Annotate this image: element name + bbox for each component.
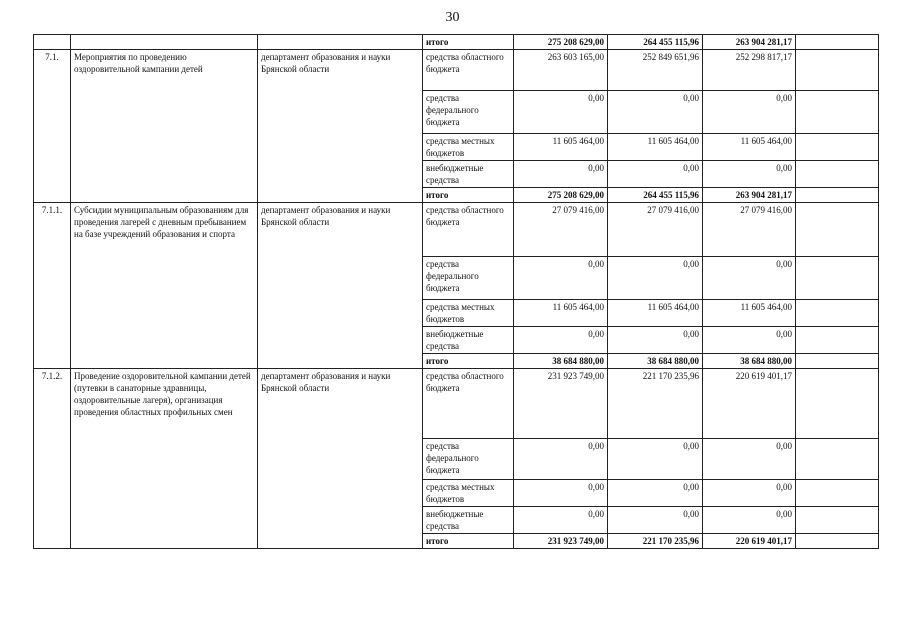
value-cell: 231 923 749,00: [514, 369, 608, 439]
source-cell: итого: [423, 35, 514, 50]
value-cell: 27 079 416,00: [514, 203, 608, 257]
source-cell: средства местных бюджетов: [423, 134, 514, 161]
empty-cell: [796, 439, 879, 480]
value-cell: 275 208 629,00: [514, 35, 608, 50]
empty-cell: [796, 369, 879, 439]
budget-table: [33, 34, 879, 549]
empty-cell: [796, 327, 879, 354]
value-cell: 0,00: [703, 507, 796, 534]
value-cell: 0,00: [703, 161, 796, 188]
empty-cell: [796, 480, 879, 507]
value-cell: 0,00: [514, 439, 608, 480]
page-number: 30: [445, 10, 460, 25]
value-cell: 221 170 235,96: [608, 534, 703, 549]
source-cell: внебюджетные средства: [423, 327, 514, 354]
value-cell: 11 605 464,00: [514, 300, 608, 327]
value-cell: 0,00: [608, 327, 703, 354]
value-cell: 0,00: [703, 439, 796, 480]
value-cell: 263 603 165,00: [514, 50, 608, 91]
executor-cell: департамент образования и науки Брянской области: [258, 203, 423, 369]
source-cell: средства федерального бюджета: [423, 257, 514, 300]
empty-cell: [796, 354, 879, 369]
item-number-cell: 7.1.: [34, 50, 71, 203]
item-name-cell: Субсидии муниципальным образованиям для проведения лагерей с дневным пребыванием на базе учреждений образования и спорта: [71, 203, 258, 369]
value-cell: 0,00: [703, 257, 796, 300]
table-row: [34, 203, 879, 257]
source-cell: итого: [423, 354, 514, 369]
value-cell: 38 684 880,00: [514, 354, 608, 369]
value-cell: 0,00: [608, 480, 703, 507]
empty-cell: [796, 188, 879, 203]
table-row: [34, 50, 879, 91]
value-cell: 264 455 115,96: [608, 35, 703, 50]
item-name-cell: Проведение оздоровительной кампании детей (путевки в санаторные здравницы, оздоровительные лагеря), организация проведения областных профильных смен: [71, 369, 258, 549]
value-cell: 0,00: [608, 507, 703, 534]
value-cell: 11 605 464,00: [608, 134, 703, 161]
value-cell: 252 298 817,17: [703, 50, 796, 91]
empty-cell: [796, 134, 879, 161]
empty-cell: [796, 161, 879, 188]
source-cell: итого: [423, 534, 514, 549]
executor-cell: департамент образования и науки Брянской области: [258, 50, 423, 203]
source-cell: внебюджетные средства: [423, 507, 514, 534]
value-cell: 252 849 651,96: [608, 50, 703, 91]
table-row-top-total: [34, 35, 879, 50]
value-cell: 11 605 464,00: [703, 134, 796, 161]
value-cell: 0,00: [514, 91, 608, 134]
value-cell: 275 208 629,00: [514, 188, 608, 203]
value-cell: 0,00: [608, 161, 703, 188]
source-cell: средства федерального бюджета: [423, 439, 514, 480]
item-name-cell: Мероприятия по проведению оздоровительной кампании детей: [71, 50, 258, 203]
item-number-cell: 7.1.2.: [34, 369, 71, 549]
source-cell: итого: [423, 188, 514, 203]
empty-cell: [796, 507, 879, 534]
value-cell: 220 619 401,17: [703, 369, 796, 439]
value-cell: 0,00: [608, 91, 703, 134]
value-cell: 11 605 464,00: [608, 300, 703, 327]
value-cell: 263 904 281,17: [703, 35, 796, 50]
empty-cell: [796, 300, 879, 327]
value-cell: 11 605 464,00: [514, 134, 608, 161]
source-cell: средства местных бюджетов: [423, 480, 514, 507]
value-cell: 221 170 235,96: [608, 369, 703, 439]
value-cell: 0,00: [703, 327, 796, 354]
source-cell: внебюджетные средства: [423, 161, 514, 188]
source-cell: средства федерального бюджета: [423, 91, 514, 134]
value-cell: 0,00: [703, 480, 796, 507]
value-cell: 38 684 880,00: [703, 354, 796, 369]
empty-cell: [796, 203, 879, 257]
table-body: [34, 35, 879, 549]
empty-cell: [796, 50, 879, 91]
value-cell: 0,00: [514, 507, 608, 534]
value-cell: 0,00: [514, 327, 608, 354]
empty-cell: [71, 35, 258, 50]
value-cell: 0,00: [703, 91, 796, 134]
empty-cell: [34, 35, 71, 50]
value-cell: 220 619 401,17: [703, 534, 796, 549]
value-cell: 11 605 464,00: [703, 300, 796, 327]
executor-cell: департамент образования и науки Брянской области: [258, 369, 423, 549]
empty-cell: [796, 35, 879, 50]
value-cell: 0,00: [608, 439, 703, 480]
value-cell: 27 079 416,00: [608, 203, 703, 257]
value-cell: 0,00: [514, 257, 608, 300]
value-cell: 0,00: [514, 480, 608, 507]
value-cell: 0,00: [608, 257, 703, 300]
item-number-cell: 7.1.1.: [34, 203, 71, 369]
source-cell: средства местных бюджетов: [423, 300, 514, 327]
value-cell: 27 079 416,00: [703, 203, 796, 257]
value-cell: 263 904 281,17: [703, 188, 796, 203]
source-cell: средства областного бюджета: [423, 50, 514, 91]
value-cell: 0,00: [514, 161, 608, 188]
empty-cell: [258, 35, 423, 50]
value-cell: 264 455 115,96: [608, 188, 703, 203]
empty-cell: [796, 534, 879, 549]
empty-cell: [796, 257, 879, 300]
source-cell: средства областного бюджета: [423, 203, 514, 257]
value-cell: 231 923 749,00: [514, 534, 608, 549]
value-cell: 38 684 880,00: [608, 354, 703, 369]
source-cell: средства областного бюджета: [423, 369, 514, 439]
table-row: [34, 369, 879, 439]
empty-cell: [796, 91, 879, 134]
